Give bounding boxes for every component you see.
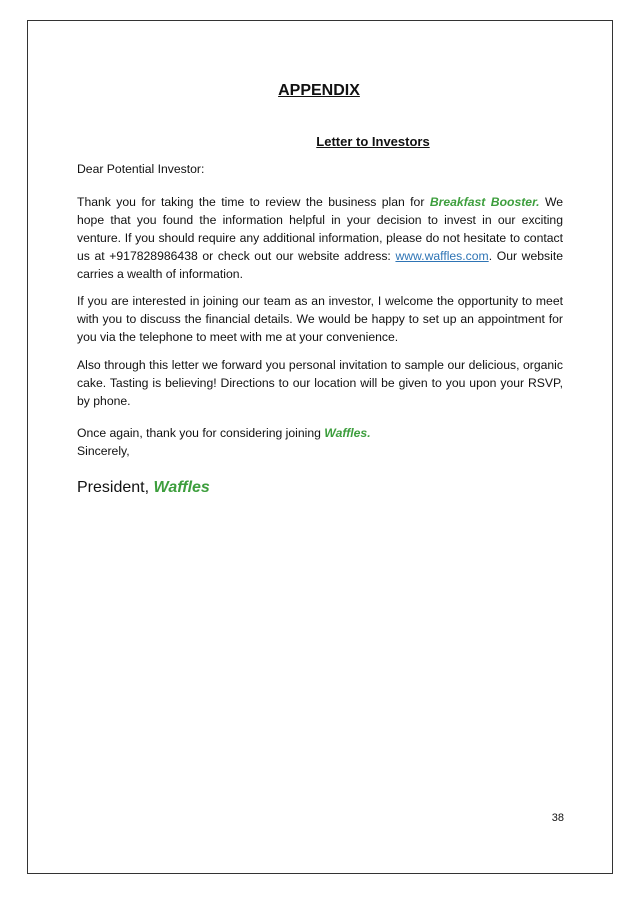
- salutation: Dear Potential Investor:: [77, 162, 205, 176]
- intro-body: We hope that you found the information helpful in your decision to invest in our exciting venture. If you should require any additional information, please do not hesitate to contact us at +917828986438 or check out our website address:: [77, 195, 564, 263]
- appendix-heading: APPENDIX: [278, 82, 360, 99]
- paragraph-intro: [77, 193, 563, 283]
- thanks-text: Once again, thank you for considering joining: [77, 426, 321, 440]
- letter-title: Letter to Investors: [316, 134, 430, 149]
- page-number: 38: [551, 812, 564, 824]
- signature: [77, 478, 210, 498]
- paragraph-thanks: [77, 424, 563, 460]
- signature-title: President,: [77, 479, 150, 496]
- website-link[interactable]: www.waffles.com: [395, 249, 489, 263]
- company-name: Waffles.: [324, 426, 371, 440]
- thanks-line: [77, 424, 563, 442]
- plan-name: Breakfast Booster.: [429, 195, 540, 209]
- paragraph-invitation: If you are interested in joining our team as an investor, I welcome the opportunity to meet with you to discuss the financial details. We would be happy to set up an appointment for you via the telephone to meet with me at your convenience.: [77, 294, 563, 344]
- intro-text: Thank you for taking the time to review the business plan for: [77, 195, 425, 209]
- intro-closing: . Our website carries a wealth of information.: [77, 249, 563, 281]
- sign-off: Sincerely,: [77, 444, 130, 458]
- signature-company: Waffles: [153, 479, 210, 496]
- paragraph-tasting: Also through this letter we forward you personal invitation to sample our delicious, organic cake. Tasting is believing! Directions to our location will be given to you upon your RSVP, by phone.: [77, 358, 563, 408]
